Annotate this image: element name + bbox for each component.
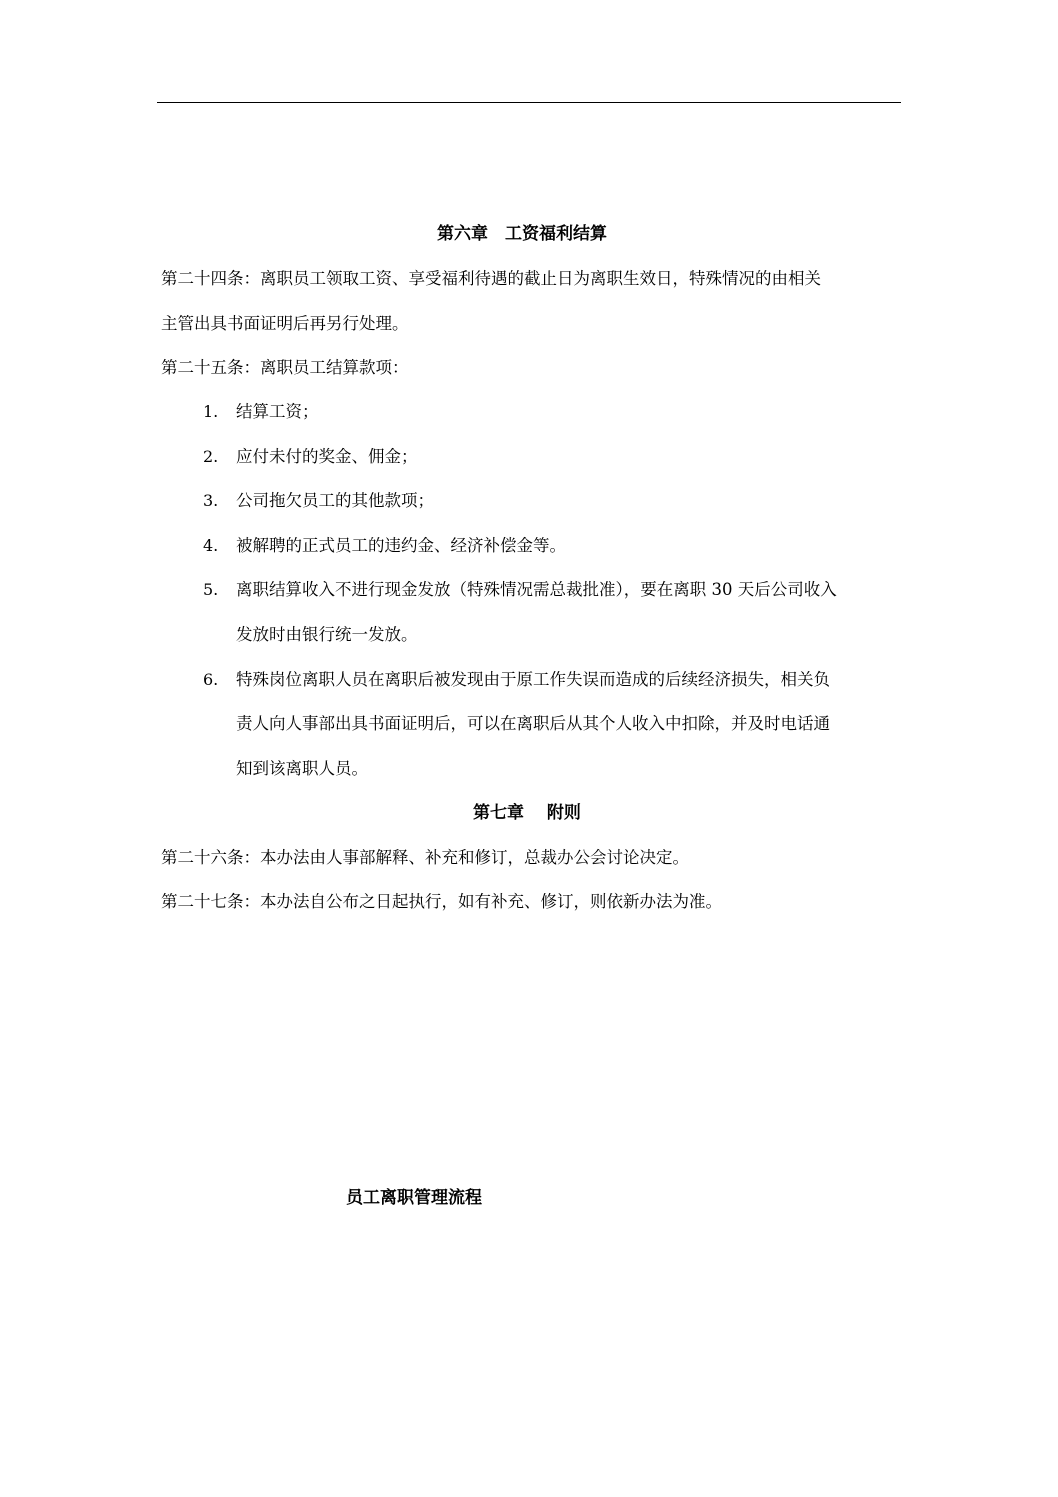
header-rule <box>157 102 901 103</box>
item-6-line-2: 责人向人事部出具书面证明后，可以在离职后从其个人收入中扣除，并及时电话通 <box>236 714 830 733</box>
item-3-number: 3. <box>203 491 219 510</box>
article-25: 第二十五条：离职员工结算款项： <box>161 358 409 377</box>
item-5-number: 5. <box>203 580 219 599</box>
item-5-line-2: 发放时由银行统一发放。 <box>236 625 418 644</box>
article-24-line-2: 主管出具书面证明后再另行处理。 <box>161 314 409 333</box>
item-6-number: 6. <box>203 670 219 689</box>
item-2-text: 应付未付的奖金、佣金； <box>236 447 418 466</box>
article-27: 第二十七条：本办法自公布之日起执行，如有补充、修订，则依新办法为准。 <box>161 892 722 911</box>
item-1-text: 结算工资； <box>236 402 319 421</box>
article-26: 第二十六条：本办法由人事部解释、补充和修订，总裁办公会讨论决定。 <box>161 848 689 867</box>
chapter-6-title: 第六章 工资福利结算 <box>437 224 607 244</box>
article-24-line-1: 第二十四条：离职员工领取工资、享受福利待遇的截止日为离职生效日，特殊情况的由相关 <box>161 269 821 288</box>
item-1-number: 1. <box>203 402 219 421</box>
chapter-7-title: 第七章 附则 <box>473 803 581 823</box>
item-5-line-1: 离职结算收入不进行现金发放（特殊情况需总裁批准），要在离职 30 天后公司收入 <box>236 580 837 599</box>
item-3-text: 公司拖欠员工的其他款项； <box>236 491 434 510</box>
item-4-number: 4. <box>203 536 219 555</box>
item-6-line-1: 特殊岗位离职人员在离职后被发现由于原工作失误而造成的后续经济损失，相关负 <box>236 670 830 689</box>
item-4-text: 被解聘的正式员工的违约金、经济补偿金等。 <box>236 536 566 555</box>
item-2-number: 2. <box>203 447 219 466</box>
flow-title: 员工离职管理流程 <box>346 1188 482 1208</box>
item-6-line-3: 知到该离职人员。 <box>236 759 368 778</box>
